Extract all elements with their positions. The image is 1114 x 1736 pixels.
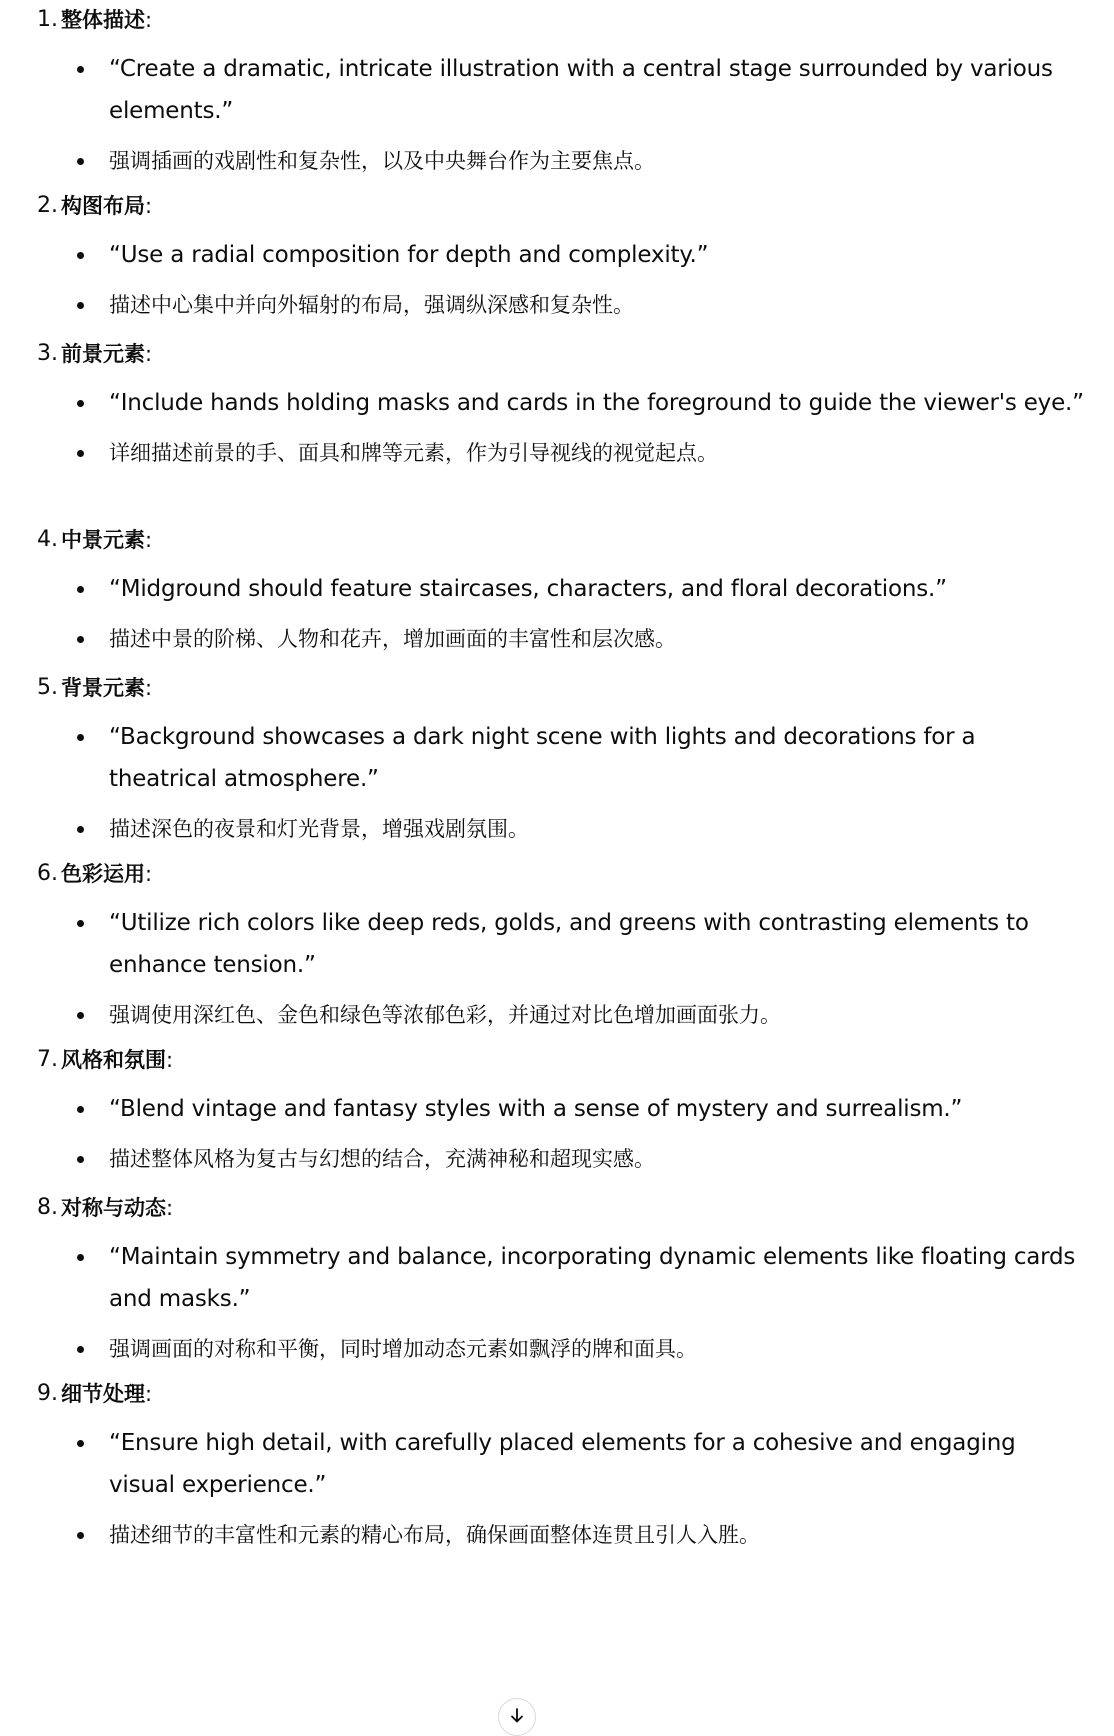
bullet-chinese-note	[0, 432, 1114, 474]
section-item	[0, 854, 1114, 1036]
bullet-dot	[77, 1106, 84, 1113]
bullet-chinese-note	[0, 140, 1114, 182]
bullet-dot	[77, 1012, 84, 1019]
bullet-dot	[77, 586, 84, 593]
section-title-colon: :	[145, 194, 153, 218]
bullet-list	[0, 1088, 1114, 1180]
bullet-text: “Midground should feature staircases, characters, and floral decorations.”	[109, 576, 947, 602]
section-item	[0, 0, 1114, 182]
bullet-dot	[77, 158, 84, 165]
bullet-english-prompt	[0, 48, 1114, 132]
bullet-dot	[77, 400, 84, 407]
section-title-colon: :	[145, 528, 153, 552]
section-title-colon: :	[145, 676, 153, 700]
bullet-text: “Background showcases a dark night scene with lights and decorations for a theatrical atmosphere.”	[109, 724, 976, 792]
bullet-dot	[77, 302, 84, 309]
bullet-list	[0, 1236, 1114, 1370]
bullet-text: 描述中心集中并向外辐射的布局，强调纵深感和复杂性。	[109, 293, 634, 317]
section-number: 2.	[37, 193, 58, 218]
bullet-english-prompt	[0, 1422, 1114, 1506]
bullet-dot	[77, 1532, 84, 1539]
bullet-list	[0, 382, 1114, 474]
bullet-text: 强调使用深红色、金色和绿色等浓郁色彩，并通过对比色增加画面张力。	[109, 1003, 781, 1027]
bullet-text: “Use a radial composition for depth and complexity.”	[109, 242, 709, 268]
section-title-text: 细节处理	[61, 1382, 145, 1406]
bullet-dot	[77, 1440, 84, 1447]
section-item	[0, 186, 1114, 326]
section-number: 8.	[37, 1195, 58, 1220]
bullet-text: “Include hands holding masks and cards in the foreground to guide the viewer's eye.”	[109, 390, 1084, 416]
section-heading	[0, 334, 1114, 374]
section-title	[61, 1374, 152, 1414]
bullet-list	[0, 48, 1114, 182]
scroll-to-bottom-button[interactable]	[498, 1698, 536, 1736]
bullet-dot	[77, 734, 84, 741]
bullet-english-prompt	[0, 902, 1114, 986]
section-number: 6.	[37, 861, 58, 886]
bullet-chinese-note	[0, 1138, 1114, 1180]
bullet-english-prompt	[0, 1236, 1114, 1320]
section-title-colon: :	[145, 8, 153, 32]
bullet-english-prompt	[0, 234, 1114, 276]
bullet-text: 详细描述前景的手、面具和牌等元素，作为引导视线的视觉起点。	[109, 441, 718, 465]
bullet-list	[0, 1422, 1114, 1556]
section-title-colon: :	[145, 862, 153, 886]
section-heading	[0, 520, 1114, 560]
bullet-dot	[77, 66, 84, 73]
section-title	[61, 334, 152, 374]
bullet-dot	[77, 252, 84, 259]
section-number: 3.	[37, 341, 58, 366]
bullet-chinese-note	[0, 1328, 1114, 1370]
bullet-chinese-note	[0, 808, 1114, 850]
section-title-text: 风格和氛围	[61, 1048, 166, 1072]
section-title	[61, 520, 152, 560]
bullet-chinese-note	[0, 994, 1114, 1036]
section-number: 9.	[37, 1381, 58, 1406]
section-item	[0, 334, 1114, 474]
section-title	[61, 1188, 173, 1228]
bullet-chinese-note	[0, 284, 1114, 326]
bullet-text: 描述细节的丰富性和元素的精心布局，确保画面整体连贯且引人入胜。	[109, 1523, 760, 1547]
bullet-list	[0, 902, 1114, 1036]
section-number: 7.	[37, 1047, 58, 1072]
bullet-chinese-note	[0, 618, 1114, 660]
section-title-colon: :	[145, 342, 153, 366]
section-title-text: 色彩运用	[61, 862, 145, 886]
bullet-dot	[77, 1156, 84, 1163]
section-number: 4.	[37, 527, 58, 552]
section-title-colon: :	[166, 1196, 174, 1220]
section-title	[61, 668, 152, 708]
bullet-chinese-note	[0, 1514, 1114, 1556]
section-title-text: 前景元素	[61, 342, 145, 366]
bullet-text: “Create a dramatic, intricate illustration with a central stage surrounded by various elements.”	[109, 56, 1053, 124]
bullet-text: 描述整体风格为复古与幻想的结合，充满神秘和超现实感。	[109, 1147, 655, 1171]
section-item	[0, 520, 1114, 660]
section-heading	[0, 854, 1114, 894]
bullet-dot	[77, 1254, 84, 1261]
bullet-list	[0, 234, 1114, 326]
bullet-text: 强调插画的戏剧性和复杂性，以及中央舞台作为主要焦点。	[109, 149, 655, 173]
section-title-text: 中景元素	[61, 528, 145, 552]
bullet-text: “Ensure high detail, with carefully placed elements for a cohesive and engaging visual experience.”	[109, 1430, 1016, 1498]
section-heading	[0, 186, 1114, 226]
section-item	[0, 1374, 1114, 1556]
section-number: 5.	[37, 675, 58, 700]
bullet-english-prompt	[0, 716, 1114, 800]
section-title	[61, 854, 152, 894]
section-item	[0, 1188, 1114, 1370]
section-title-colon: :	[166, 1048, 174, 1072]
section-title-text: 整体描述	[61, 8, 145, 32]
section-item	[0, 668, 1114, 850]
bullet-dot	[77, 920, 84, 927]
section-title-colon: :	[145, 1382, 153, 1406]
bullet-text: 强调画面的对称和平衡，同时增加动态元素如飘浮的牌和面具。	[109, 1337, 697, 1361]
bullet-text: 描述中景的阶梯、人物和花卉，增加画面的丰富性和层次感。	[109, 627, 676, 651]
section-item	[0, 1040, 1114, 1180]
section-heading	[0, 668, 1114, 708]
section-title-text: 构图布局	[61, 194, 145, 218]
bullet-english-prompt	[0, 382, 1114, 424]
bullet-dot	[77, 826, 84, 833]
bullet-list	[0, 716, 1114, 850]
bullet-english-prompt	[0, 1088, 1114, 1130]
section-number: 1.	[37, 7, 58, 32]
bullet-text: “Blend vintage and fantasy styles with a sense of mystery and surrealism.”	[109, 1096, 963, 1122]
section-heading	[0, 0, 1114, 40]
section-title	[61, 186, 152, 226]
bullet-list	[0, 568, 1114, 660]
section-title	[61, 0, 152, 40]
bullet-text: “Utilize rich colors like deep reds, golds, and greens with contrasting elements to enhance tension.”	[109, 910, 1029, 978]
section-title-text: 对称与动态	[61, 1196, 166, 1220]
section-heading	[0, 1188, 1114, 1228]
bullet-dot	[77, 636, 84, 643]
bullet-dot	[77, 450, 84, 457]
bullet-english-prompt	[0, 568, 1114, 610]
section-heading	[0, 1374, 1114, 1414]
section-title	[61, 1040, 173, 1080]
section-title-text: 背景元素	[61, 676, 145, 700]
bullet-text: “Maintain symmetry and balance, incorporating dynamic elements like floating cards and masks.”	[109, 1244, 1076, 1312]
arrow-down-icon	[508, 1707, 526, 1725]
section-heading	[0, 1040, 1114, 1080]
bullet-text: 描述深色的夜景和灯光背景，增强戏剧氛围。	[109, 817, 529, 841]
bullet-dot	[77, 1346, 84, 1353]
